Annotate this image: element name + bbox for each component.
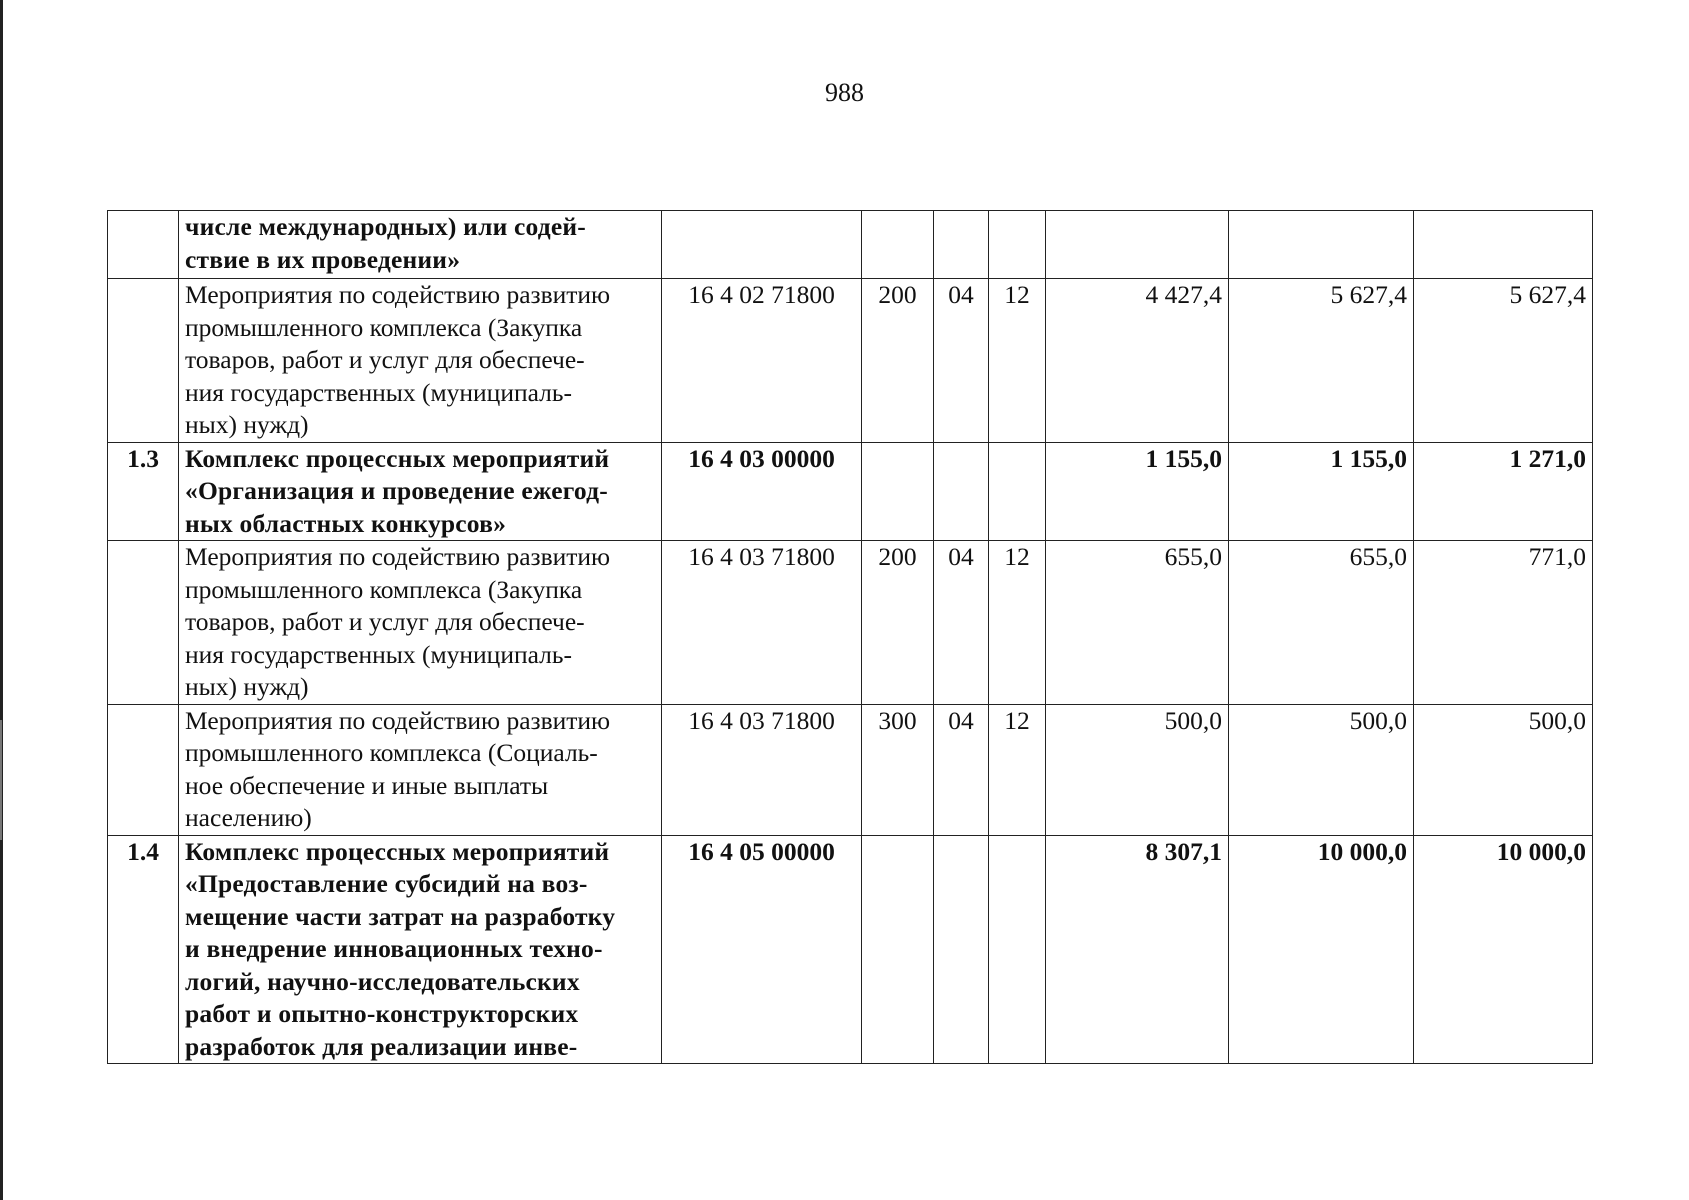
row-name-line: ния государственных (муниципаль-: [185, 377, 572, 407]
section-cell: 04: [934, 541, 989, 705]
row-name-line: логий, научно-исследовательских: [185, 966, 580, 996]
section-cell: 04: [934, 279, 989, 443]
row-number-cell: [108, 541, 179, 705]
row-name-line: товаров, работ и услуг для обеспече-: [185, 345, 585, 374]
subsection-cell: 12: [989, 704, 1046, 835]
scan-edge: [0, 0, 3, 1200]
amount-year2-cell: 10 000,0: [1229, 835, 1414, 1064]
target-article-code-cell: 16 4 05 00000: [662, 835, 862, 1064]
subsection-cell: 12: [989, 541, 1046, 705]
row-name-line: ных областных конкурсов»: [185, 508, 507, 538]
table-row: [108, 279, 1593, 443]
table-row: [108, 211, 1593, 279]
expense-type-cell: 300: [862, 704, 934, 835]
row-name-line: разработок для реализации инве-: [185, 1031, 578, 1061]
row-name-cell: [179, 211, 662, 279]
table-body: [108, 211, 1593, 1064]
expense-type-cell: 200: [862, 541, 934, 705]
amount-year3-cell: [1414, 211, 1593, 279]
expense-type-cell: 200: [862, 279, 934, 443]
row-number-cell: [108, 704, 179, 835]
subsection-cell: [989, 211, 1046, 279]
target-article-code-cell: 16 4 03 71800: [662, 541, 862, 705]
row-name-line: ное обеспечение и иные выплаты: [185, 770, 549, 800]
row-number-cell: 1.3: [108, 442, 179, 541]
amount-year1-cell: 8 307,1: [1046, 835, 1229, 1064]
row-name-line: и внедрение инновационных техно-: [185, 934, 603, 963]
section-cell: [934, 442, 989, 541]
row-number-cell: 1.4: [108, 835, 179, 1064]
row-name-line: ния государственных (муниципаль-: [185, 639, 572, 669]
row-name-cell: [179, 279, 662, 443]
budget-table: [107, 210, 1593, 1064]
amount-year1-cell: 4 427,4: [1046, 279, 1229, 443]
row-name-line: Мероприятия по содействию развитию: [185, 705, 611, 735]
amount-year3-cell: 10 000,0: [1414, 835, 1593, 1064]
amount-year2-cell: 655,0: [1229, 541, 1414, 705]
row-name-line: «Предоставление субсидий на воз-: [185, 869, 588, 898]
amount-year2-cell: [1229, 211, 1414, 279]
target-article-code-cell: [662, 211, 862, 279]
target-article-code-cell: 16 4 03 00000: [662, 442, 862, 541]
scan-mark: [0, 720, 2, 840]
amount-year1-cell: [1046, 211, 1229, 279]
subsection-cell: [989, 442, 1046, 541]
amount-year3-cell: 5 627,4: [1414, 279, 1593, 443]
amount-year1-cell: 500,0: [1046, 704, 1229, 835]
row-name-line: «Организация и проведение ежегод-: [185, 476, 608, 505]
subsection-cell: 12: [989, 279, 1046, 443]
amount-year3-cell: 1 271,0: [1414, 442, 1593, 541]
table-row: [108, 704, 1593, 835]
row-name-cell: [179, 541, 662, 705]
amount-year1-cell: 655,0: [1046, 541, 1229, 705]
row-number-cell: [108, 211, 179, 279]
amount-year2-cell: 1 155,0: [1229, 442, 1414, 541]
row-name-line: Мероприятия по содействию развитию: [185, 280, 611, 309]
row-name-cell: [179, 835, 662, 1064]
row-name-line: Мероприятия по содействию развитию: [185, 542, 611, 571]
expense-type-cell: [862, 835, 934, 1064]
amount-year1-cell: 1 155,0: [1046, 442, 1229, 541]
expense-type-cell: [862, 442, 934, 541]
row-name-line: Комплекс процессных мероприятий: [185, 836, 610, 866]
page-number: 988: [825, 78, 864, 107]
target-article-code-cell: 16 4 03 71800: [662, 704, 862, 835]
amount-year3-cell: 500,0: [1414, 704, 1593, 835]
row-name-line: Комплекс процессных мероприятий: [185, 443, 610, 473]
row-name-line: ных) нужд): [185, 410, 309, 439]
section-cell: 04: [934, 704, 989, 835]
subsection-cell: [989, 835, 1046, 1064]
expense-type-cell: [862, 211, 934, 279]
section-cell: [934, 211, 989, 279]
table-row: [108, 835, 1593, 1064]
table-row: [108, 442, 1593, 541]
amount-year2-cell: 500,0: [1229, 704, 1414, 835]
target-article-code-cell: 16 4 02 71800: [662, 279, 862, 443]
section-cell: [934, 835, 989, 1064]
amount-year3-cell: 771,0: [1414, 541, 1593, 705]
row-name-line: работ и опытно-конструкторских: [185, 999, 579, 1028]
table-row: [108, 541, 1593, 705]
row-name-line: промышленного комплекса (Социаль-: [185, 738, 598, 767]
row-name-line: товаров, работ и услуг для обеспече-: [185, 607, 585, 636]
row-number-cell: [108, 279, 179, 443]
row-name-line: ствие в их проведении»: [185, 244, 461, 274]
row-name-line: промышленного комплекса (Закупка: [185, 312, 583, 342]
amount-year2-cell: 5 627,4: [1229, 279, 1414, 443]
row-name-line: мещение части затрат на разработку: [185, 901, 616, 931]
row-name-line: ных) нужд): [185, 672, 309, 701]
row-name-line: населению): [185, 803, 312, 832]
row-name-cell: [179, 442, 662, 541]
row-name-cell: [179, 704, 662, 835]
row-name-line: промышленного комплекса (Закупка: [185, 574, 583, 604]
row-name-line: числе международных) или содей-: [185, 212, 586, 241]
